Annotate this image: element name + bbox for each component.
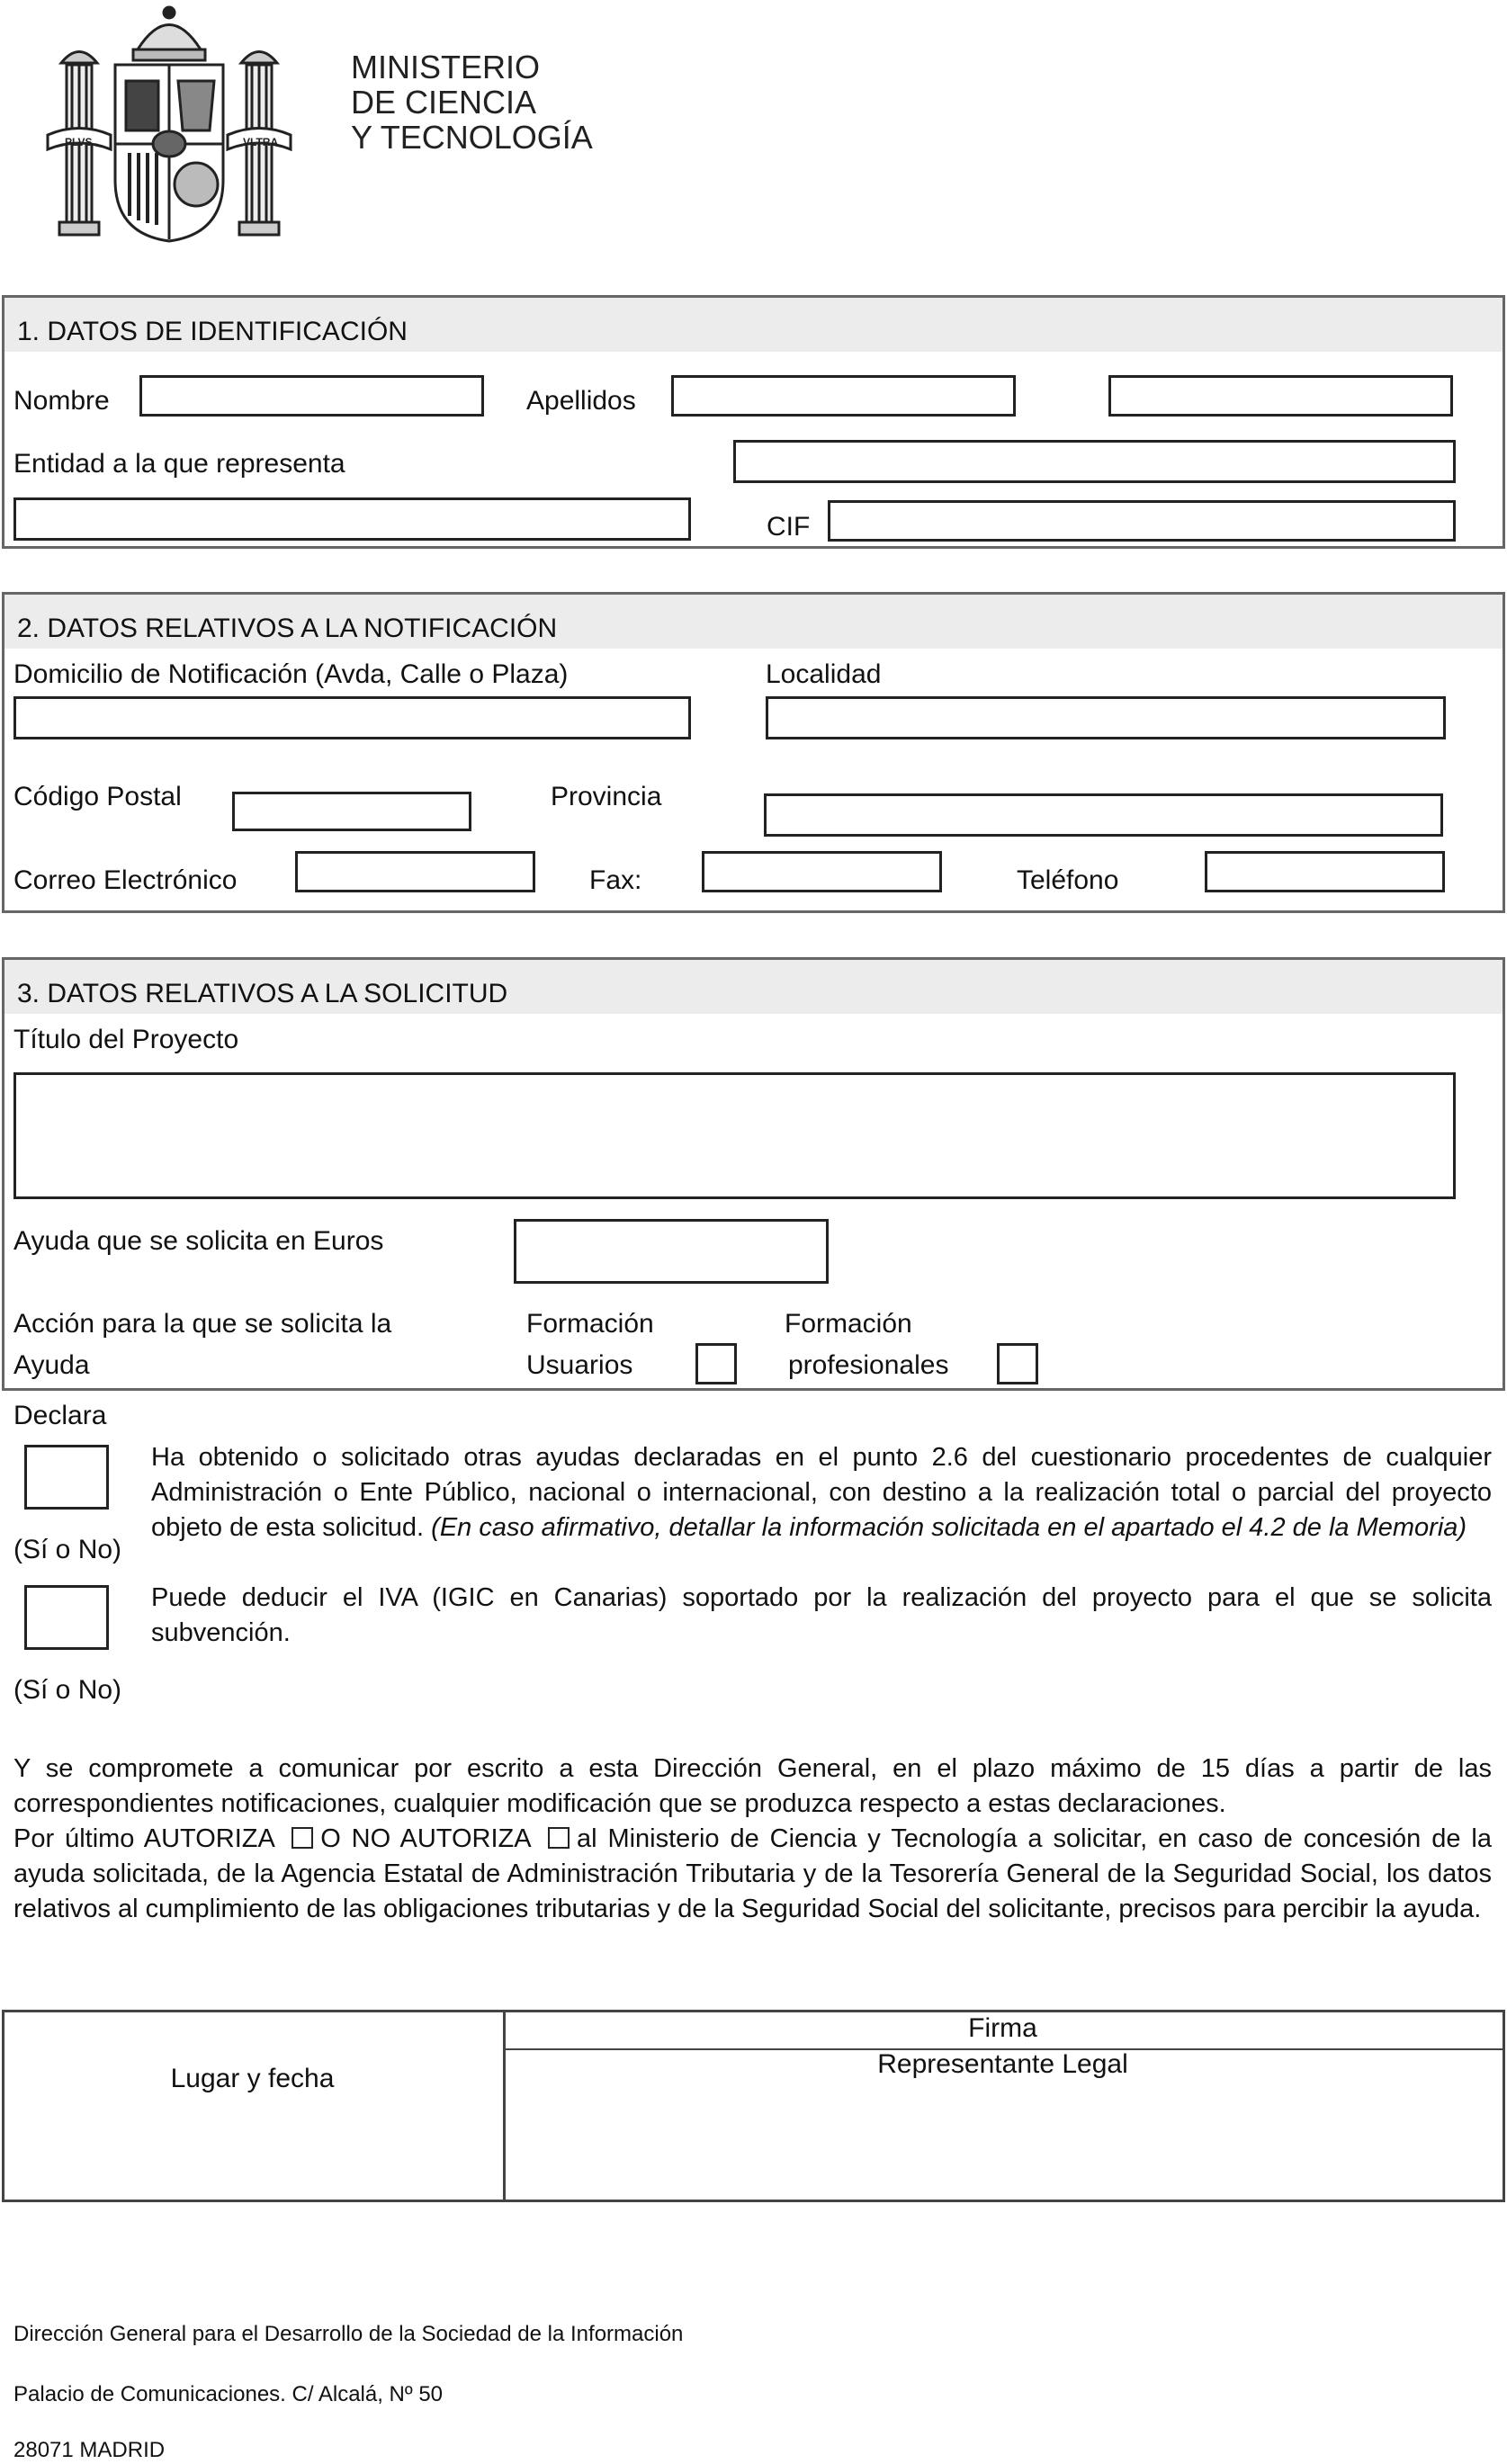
ministry-name — [351, 49, 593, 155]
firma-label: Firma — [968, 2013, 1037, 2043]
lugar-fecha-label: Lugar y fecha — [170, 2064, 335, 2093]
formacion-profesionales-line1: Formación — [785, 1309, 912, 1339]
telefono-label: Teléfono — [1017, 865, 1119, 895]
si-no-label-1: (Sí o No) — [13, 1535, 122, 1564]
apellidos-label: Apellidos — [526, 386, 636, 416]
coat-of-arms-logo — [43, 0, 295, 252]
declara-iva-checkbox[interactable] — [24, 1585, 109, 1650]
telefono-field[interactable] — [1205, 851, 1445, 892]
lugar-fecha-cell[interactable] — [4, 2012, 500, 2200]
formacion-usuarios-line1: Formación — [526, 1309, 654, 1339]
ministry-line-1: MINISTERIO — [351, 49, 541, 85]
motto-right: VLTRA — [243, 136, 279, 148]
section-1-title: 1. DATOS DE IDENTIFICACIÓN — [17, 317, 408, 346]
formacion-usuarios-line2: Usuarios — [526, 1350, 633, 1380]
autoriza-label: Por último AUTORIZA — [13, 1824, 274, 1853]
footer-line-2: Palacio de Comunicaciones. C/ Alcalá, Nº 50 — [13, 2382, 444, 2406]
section-3-header — [4, 960, 1503, 1014]
domicilio-label: Domicilio de Notificación (Avda, Calle o Plaza) — [13, 659, 569, 689]
section-3-title: 3. DATOS RELATIVOS A LA SOLICITUD — [17, 979, 508, 1008]
formacion-profesionales-line2: profesionales — [788, 1350, 949, 1380]
formacion-usuarios-checkbox[interactable] — [695, 1343, 737, 1384]
provincia-field[interactable] — [764, 793, 1443, 837]
provincia-label: Provincia — [551, 782, 662, 811]
correo-field[interactable] — [295, 851, 535, 892]
entidad-label: Entidad a la que representa — [13, 449, 345, 479]
footer-line-3: 28071 MADRID — [13, 2438, 166, 2462]
motto-left: PLVS — [65, 136, 93, 148]
apellido-1-field[interactable] — [671, 375, 1016, 417]
cif-field[interactable] — [828, 500, 1456, 542]
declara-iva-text: Puede deducir el IVA (IGIC en Canarias) soportado por la realización del proyecto para el que se solicita subvención. — [151, 1583, 1492, 1647]
compromiso-text: Y se compromete a comunicar por escrito a esta Dirección General, en el plazo máximo de 15 días a partir de las correspondientes notificaciones, cualquier modificación que se produzca respecto a estas declaraciones. — [13, 1754, 1492, 1818]
localidad-label: Localidad — [766, 659, 882, 689]
accion-label-line1: Acción para la que se solicita la — [13, 1309, 392, 1339]
cif-label: CIF — [767, 512, 811, 542]
ministry-line-2: DE CIENCIA — [351, 84, 537, 121]
section-2-title: 2. DATOS RELATIVOS A LA NOTIFICACIÓN — [17, 614, 558, 643]
entidad-field[interactable] — [733, 440, 1456, 483]
autoriza-checkbox[interactable] — [292, 1827, 313, 1849]
fax-field[interactable] — [702, 851, 942, 892]
nombre-label: Nombre — [13, 386, 110, 416]
declara-ayudas-note: (En caso afirmativo, detallar la información solicitada en el apartado el 4.2 de la Memoria) — [431, 1513, 1467, 1542]
ayuda-euros-label: Ayuda que se solicita en Euros — [13, 1226, 384, 1256]
entidad-field-2[interactable] — [13, 497, 691, 541]
autoriza-paragraph — [13, 1822, 1492, 1927]
section-1-header — [4, 298, 1503, 352]
formacion-profesionales-checkbox[interactable] — [997, 1343, 1038, 1384]
titulo-proyecto-field[interactable] — [13, 1072, 1456, 1199]
section-2-header — [4, 595, 1503, 649]
representante-label: Representante Legal — [877, 2049, 1128, 2079]
localidad-field[interactable] — [766, 696, 1446, 739]
ayuda-euros-field[interactable] — [514, 1219, 829, 1284]
apellido-2-field[interactable] — [1108, 375, 1453, 417]
titulo-proyecto-label: Título del Proyecto — [13, 1025, 239, 1054]
footer-line-1: Dirección General para el Desarrollo de la Sociedad de la Información — [13, 2322, 684, 2346]
declara-label: Declara — [13, 1401, 107, 1430]
si-no-label-2: (Sí o No) — [13, 1675, 122, 1705]
nombre-field[interactable] — [139, 375, 484, 417]
autoriza-rest-text: al Ministerio de Ciencia y Tecnología a solicitar, en caso de concesión de la ayuda solicitada, de la Agencia Estatal de Administración Tributaria y de la Tesorería General de la Seguridad Social, los datos relativos al cumplimiento de las obligaciones tributarias y de la Seguridad Social del solicitante, precisos para percibir la ayuda. — [13, 1824, 1492, 1923]
declara-ayudas-checkbox[interactable] — [24, 1445, 109, 1510]
ministry-line-3: Y TECNOLOGÍA — [351, 119, 593, 156]
correo-label: Correo Electrónico — [13, 865, 238, 895]
declara-ayudas-main: Ha obtenido o solicitado otras ayudas declaradas en el punto 2.6 del cuestionario procedentes de cualquier Administración o Ente Público, nacional o internacional, con destino a la realización total o parcial del proyecto objeto de esta solicitud. — [151, 1443, 1492, 1542]
declara-ayudas-text — [151, 1440, 1492, 1546]
accion-label-line2: Ayuda — [13, 1350, 90, 1380]
domicilio-field[interactable] — [13, 696, 691, 739]
no-autoriza-label: O NO AUTORIZA — [320, 1824, 530, 1853]
codigo-postal-label: Código Postal — [13, 782, 182, 811]
no-autoriza-checkbox[interactable] — [548, 1827, 570, 1849]
fax-label: Fax: — [589, 865, 642, 895]
codigo-postal-field[interactable] — [232, 792, 471, 831]
firma-cell[interactable] — [503, 2012, 1503, 2200]
